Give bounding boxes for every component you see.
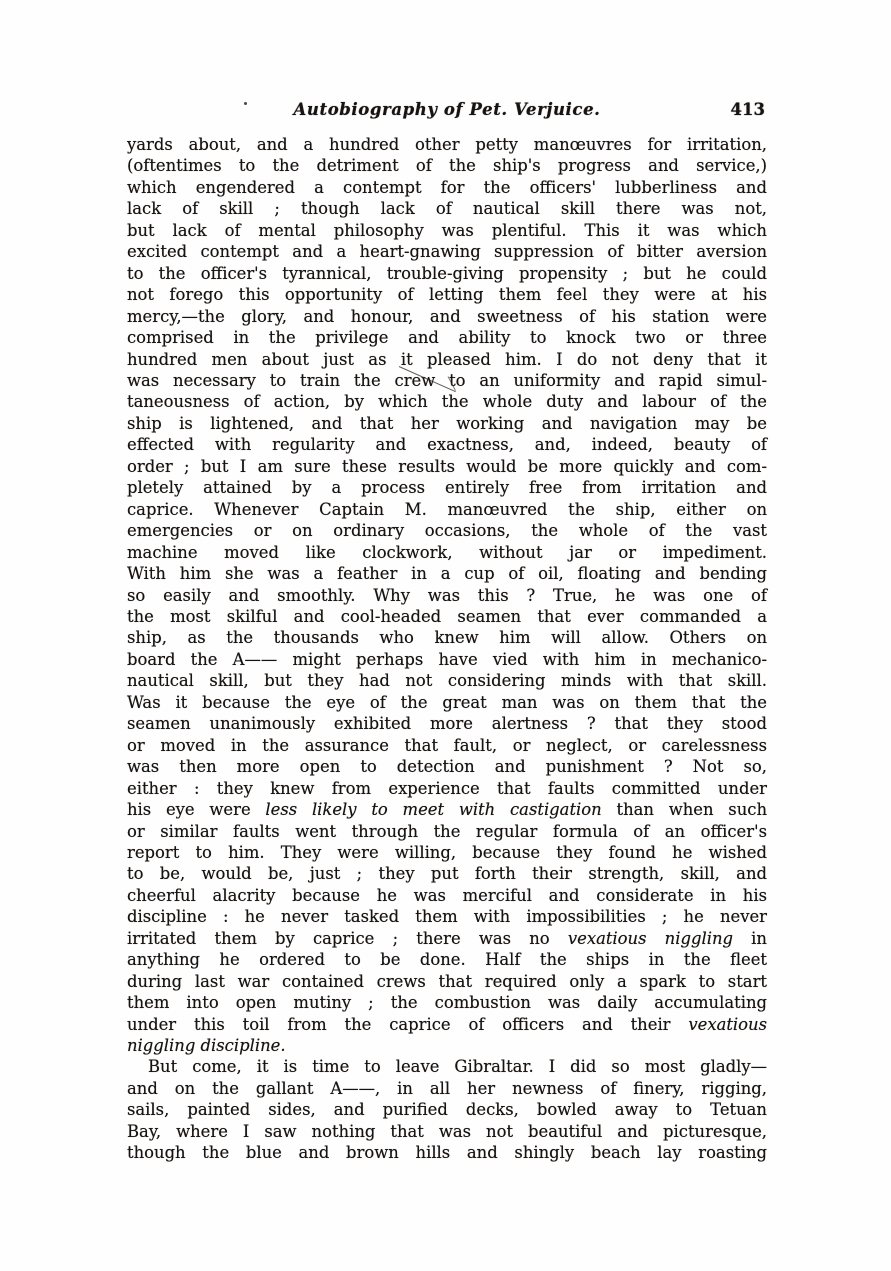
body-line: anything he ordered to be done. Half the ships in the fleet (127, 950, 767, 970)
body-line: the most skilful and cool-headed seamen that ever commanded a (127, 606, 767, 626)
body-line: and on the gallant A——, in all her newness of finery, rigging, (127, 1078, 767, 1098)
body-line: not forego this opportunity of letting them feel they were at his (127, 285, 767, 305)
body-line: to be, would be, just ; they put forth their strength, skill, and (127, 864, 767, 884)
body-line: taneousness of action, by which the whole duty and labour of the (127, 392, 767, 412)
body-line: was then more open to detection and punishment ? Not so, (127, 757, 767, 777)
body-line: But come, it is time to leave Gibraltar. I did so most gladly— (148, 1057, 767, 1077)
body-line: hundred men about just as it pleased him. I do not deny that it (127, 349, 767, 369)
body-line: ship is lightened, and that her working and navigation may be (127, 413, 767, 433)
page-body-text (127, 134, 767, 1164)
body-line: comprised in the privilege and ability to knock two or three (127, 328, 767, 348)
page-number: 413 (730, 100, 765, 119)
ink-dot-artifact (244, 102, 247, 105)
body-line: lack of skill ; though lack of nautical skill there was not, (127, 199, 767, 219)
body-line: order ; but I am sure these results would be more quickly and com- (127, 456, 767, 476)
body-line: nautical skill, but they had not considering minds with that skill. (127, 671, 767, 691)
body-line: to the officer's tyrannical, trouble-giving propensity ; but he could (127, 263, 767, 283)
body-line: cheerful alacrity because he was merciful and considerate in his (127, 885, 767, 905)
body-line: report to him. They were willing, because they found he wished (127, 842, 767, 862)
body-line: niggling discipline. (127, 1036, 286, 1056)
body-line: With him she was a feather in a cup of oil, floating and bending (127, 564, 767, 584)
body-line: irritated them by caprice ; there was no vexatious niggling in (127, 928, 767, 948)
body-line: mercy,—the glory, and honour, and sweetness of his station were (127, 306, 767, 326)
body-line: machine moved like clockwork, without jar or impediment. (127, 542, 767, 562)
body-line: though the blue and brown hills and shingly beach lay roasting (127, 1143, 767, 1163)
body-line: seamen unanimously exhibited more alertness ? that they stood (127, 714, 767, 734)
running-header-title: Autobiography of Pet. Verjuice. (293, 100, 601, 119)
body-line: Bay, where I saw nothing that was not beautiful and picturesque, (127, 1121, 767, 1141)
body-line: discipline : he never tasked them with impossibilities ; he never (127, 907, 767, 927)
body-line: which engendered a contempt for the officers' lubberliness and (127, 177, 767, 197)
page-header (127, 100, 767, 126)
body-line: either : they knew from experience that faults committed under (127, 778, 767, 798)
body-line: so easily and smoothly. Why was this ? True, he was one of (127, 585, 767, 605)
body-line: caprice. Whenever Captain M. manœuvred the ship, either on (127, 499, 767, 519)
body-line: pletely attained by a process entirely free from irritation and (127, 478, 767, 498)
body-line: or moved in the assurance that fault, or neglect, or carelessness (127, 735, 767, 755)
body-line: under this toil from the caprice of officers and their vexatious (127, 1014, 767, 1034)
body-line: yards about, and a hundred other petty manœuvres for irritation, (127, 135, 767, 154)
body-line: excited contempt and a heart-gnawing suppression of bitter aversion (127, 242, 767, 262)
body-line: ship, as the thousands who knew him will allow. Others on (127, 628, 767, 648)
body-line: during last war contained crews that required only a spark to start (127, 971, 767, 991)
body-line: emergencies or on ordinary occasions, the whole of the vast (127, 521, 767, 541)
body-line: board the A—— might perhaps have vied with him in mechanico- (127, 649, 767, 669)
body-line: was necessary to train the crew to an uniformity and rapid simul- (127, 370, 767, 390)
body-line: effected with regularity and exactness, and, indeed, beauty of (127, 435, 767, 455)
body-line: his eye were less likely to meet with castigation than when such (127, 800, 768, 820)
body-line: (oftentimes to the detriment of the ship's progress and service,) (127, 156, 767, 176)
body-line: them into open mutiny ; the combustion was daily accumulating (127, 993, 767, 1013)
body-line: or similar faults went through the regular formula of an officer's (127, 821, 767, 841)
body-line: sails, painted sides, and purified decks, bowled away to Tetuan (127, 1100, 767, 1120)
body-line: but lack of mental philosophy was plentiful. This it was which (127, 220, 767, 240)
body-line: Was it because the eye of the great man was on them that the (127, 692, 767, 712)
